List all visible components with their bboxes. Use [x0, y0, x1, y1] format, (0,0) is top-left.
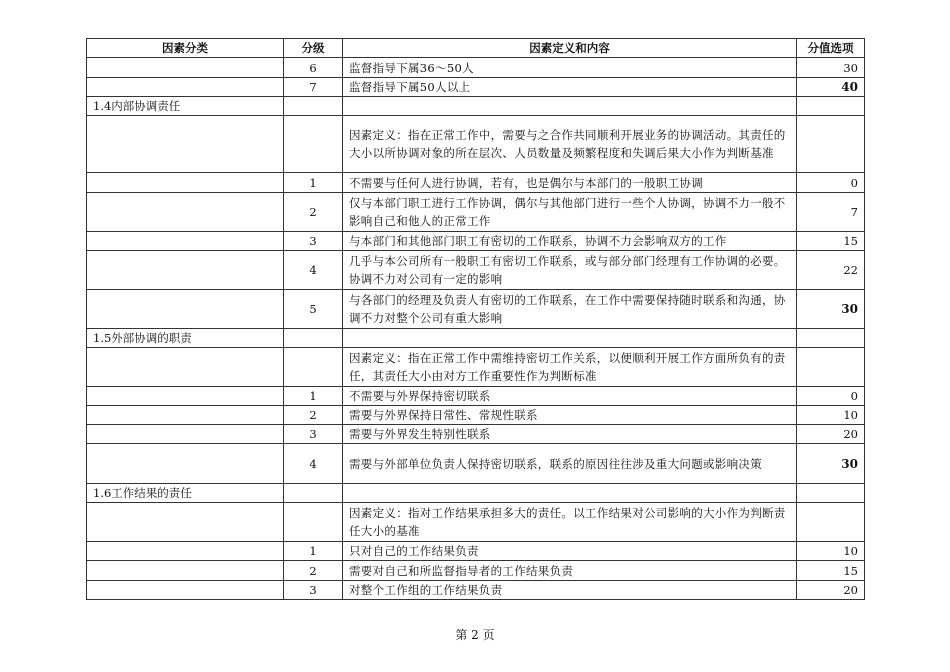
- score-cell: 15: [797, 561, 865, 581]
- table-row: [87, 193, 865, 232]
- factor-category-cell: [87, 116, 284, 173]
- score-cell: 22: [797, 251, 865, 290]
- table-row: [87, 444, 865, 484]
- factor-category-cell: [87, 290, 284, 329]
- grade-cell: [284, 116, 343, 173]
- score-cell: [797, 97, 865, 116]
- table-row: [87, 406, 865, 425]
- table-row: [87, 251, 865, 290]
- grade-cell: 1: [284, 542, 343, 561]
- factor-category-cell: 1.6工作结果的责任: [87, 484, 284, 503]
- score-cell: [797, 116, 865, 173]
- table-row: [87, 58, 865, 78]
- factor-category-cell: [87, 581, 284, 600]
- table-row: [87, 503, 865, 542]
- table-row: [87, 561, 865, 581]
- score-cell: 10: [797, 542, 865, 561]
- table-row: [87, 329, 865, 348]
- table-row: [87, 97, 865, 116]
- grade-cell: [284, 97, 343, 116]
- definition-cell: 需要与外部单位负责人保持密切联系，联系的原因往往涉及重大问题或影响决策: [343, 444, 797, 484]
- table-row: [87, 425, 865, 444]
- table-row: [87, 581, 865, 600]
- definition-cell: 需要与外界发生特别性联系: [343, 425, 797, 444]
- factor-category-cell: [87, 387, 284, 406]
- grade-cell: 5: [284, 290, 343, 329]
- grade-cell: 2: [284, 561, 343, 581]
- score-cell: [797, 348, 865, 387]
- grade-cell: [284, 484, 343, 503]
- grade-cell: 4: [284, 444, 343, 484]
- table-body: [87, 58, 865, 600]
- score-cell: 10: [797, 406, 865, 425]
- table-row: [87, 116, 865, 173]
- factor-category-cell: 1.4内部协调责任: [87, 97, 284, 116]
- table-row: [87, 387, 865, 406]
- score-cell: 0: [797, 387, 865, 406]
- definition-cell: 监督指导下属36～50人: [343, 58, 797, 78]
- score-cell: 20: [797, 581, 865, 600]
- definition-cell: 几乎与本公司所有一般职工有密切工作联系，或与部分部门经理有工作协调的必要。协调不力对公司有一定的影响: [343, 251, 797, 290]
- factor-category-cell: [87, 232, 284, 251]
- definition-cell: 对整个工作组的工作结果负责: [343, 581, 797, 600]
- factor-category-cell: [87, 193, 284, 232]
- table-row: [87, 484, 865, 503]
- table-row: [87, 173, 865, 193]
- factor-category-cell: [87, 173, 284, 193]
- definition-cell: 只对自己的工作结果负责: [343, 542, 797, 561]
- table-row: [87, 542, 865, 561]
- table-row: [87, 348, 865, 387]
- table-row: [87, 232, 865, 251]
- factor-category-cell: [87, 58, 284, 78]
- score-cell: [797, 503, 865, 542]
- score-cell: 0: [797, 173, 865, 193]
- definition-cell: 因素定义：指在正常工作中，需要与之合作共同顺利开展业务的协调活动。其责任的大小以所协调对象的所在层次、人员数量及频繁程度和失调后果大小作为判断基准: [343, 116, 797, 173]
- grade-cell: [284, 348, 343, 387]
- score-cell: 30: [797, 444, 865, 484]
- definition-cell: 需要与外界保持日常性、常规性联系: [343, 406, 797, 425]
- grade-cell: 1: [284, 387, 343, 406]
- definition-cell: 仅与本部门职工进行工作协调，偶尔与其他部门进行一些个人协调，协调不力一般不影响自己和他人的正常工作: [343, 193, 797, 232]
- definition-cell: [343, 97, 797, 116]
- definition-cell: 需要对自己和所监督指导者的工作结果负责: [343, 561, 797, 581]
- header-factor-category: 因素分类: [87, 39, 284, 58]
- page-number: 第 2 页: [455, 628, 495, 642]
- grade-cell: 3: [284, 425, 343, 444]
- score-cell: 20: [797, 425, 865, 444]
- definition-cell: 不需要与外界保持密切联系: [343, 387, 797, 406]
- factor-category-cell: [87, 78, 284, 97]
- definition-cell: 与各部门的经理及负责人有密切的工作联系，在工作中需要保持随时联系和沟通，协调不力对整个公司有重大影响: [343, 290, 797, 329]
- score-cell: [797, 329, 865, 348]
- score-cell: 40: [797, 78, 865, 97]
- factor-category-cell: 1.5外部协调的职责: [87, 329, 284, 348]
- header-score: 分值选项: [797, 39, 865, 58]
- definition-cell: 因素定义：指对工作结果承担多大的责任。以工作结果对公司影响的大小作为判断责任大小的基准: [343, 503, 797, 542]
- grade-cell: 6: [284, 58, 343, 78]
- factor-category-cell: [87, 542, 284, 561]
- score-cell: 30: [797, 290, 865, 329]
- score-cell: [797, 484, 865, 503]
- score-cell: 7: [797, 193, 865, 232]
- factor-category-cell: [87, 425, 284, 444]
- grade-cell: 3: [284, 581, 343, 600]
- factor-category-cell: [87, 348, 284, 387]
- score-cell: 15: [797, 232, 865, 251]
- table-header-row: [87, 39, 865, 58]
- table-row: [87, 78, 865, 97]
- definition-cell: 监督指导下属50人以上: [343, 78, 797, 97]
- definition-cell: 与本部门和其他部门职工有密切的工作联系，协调不力会影响双方的工作: [343, 232, 797, 251]
- grade-cell: 7: [284, 78, 343, 97]
- header-grade: 分级: [284, 39, 343, 58]
- definition-cell: 因素定义：指在正常工作中需维持密切工作关系，以便顺利开展工作方面所负有的责任，其责任大小由对方工作重要性作为判断标准: [343, 348, 797, 387]
- definition-cell: 不需要与任何人进行协调，若有，也是偶尔与本部门的一般职工协调: [343, 173, 797, 193]
- grade-cell: 2: [284, 406, 343, 425]
- grade-cell: 3: [284, 232, 343, 251]
- definition-cell: [343, 484, 797, 503]
- factor-table: [86, 38, 865, 600]
- grade-cell: 4: [284, 251, 343, 290]
- grade-cell: 2: [284, 193, 343, 232]
- grade-cell: 1: [284, 173, 343, 193]
- score-cell: 30: [797, 58, 865, 78]
- definition-cell: [343, 329, 797, 348]
- header-definition: 因素定义和内容: [343, 39, 797, 58]
- factor-category-cell: [87, 503, 284, 542]
- grade-cell: [284, 503, 343, 542]
- table-row: [87, 290, 865, 329]
- factor-category-cell: [87, 251, 284, 290]
- factor-category-cell: [87, 444, 284, 484]
- grade-cell: [284, 329, 343, 348]
- factor-category-cell: [87, 561, 284, 581]
- factor-category-cell: [87, 406, 284, 425]
